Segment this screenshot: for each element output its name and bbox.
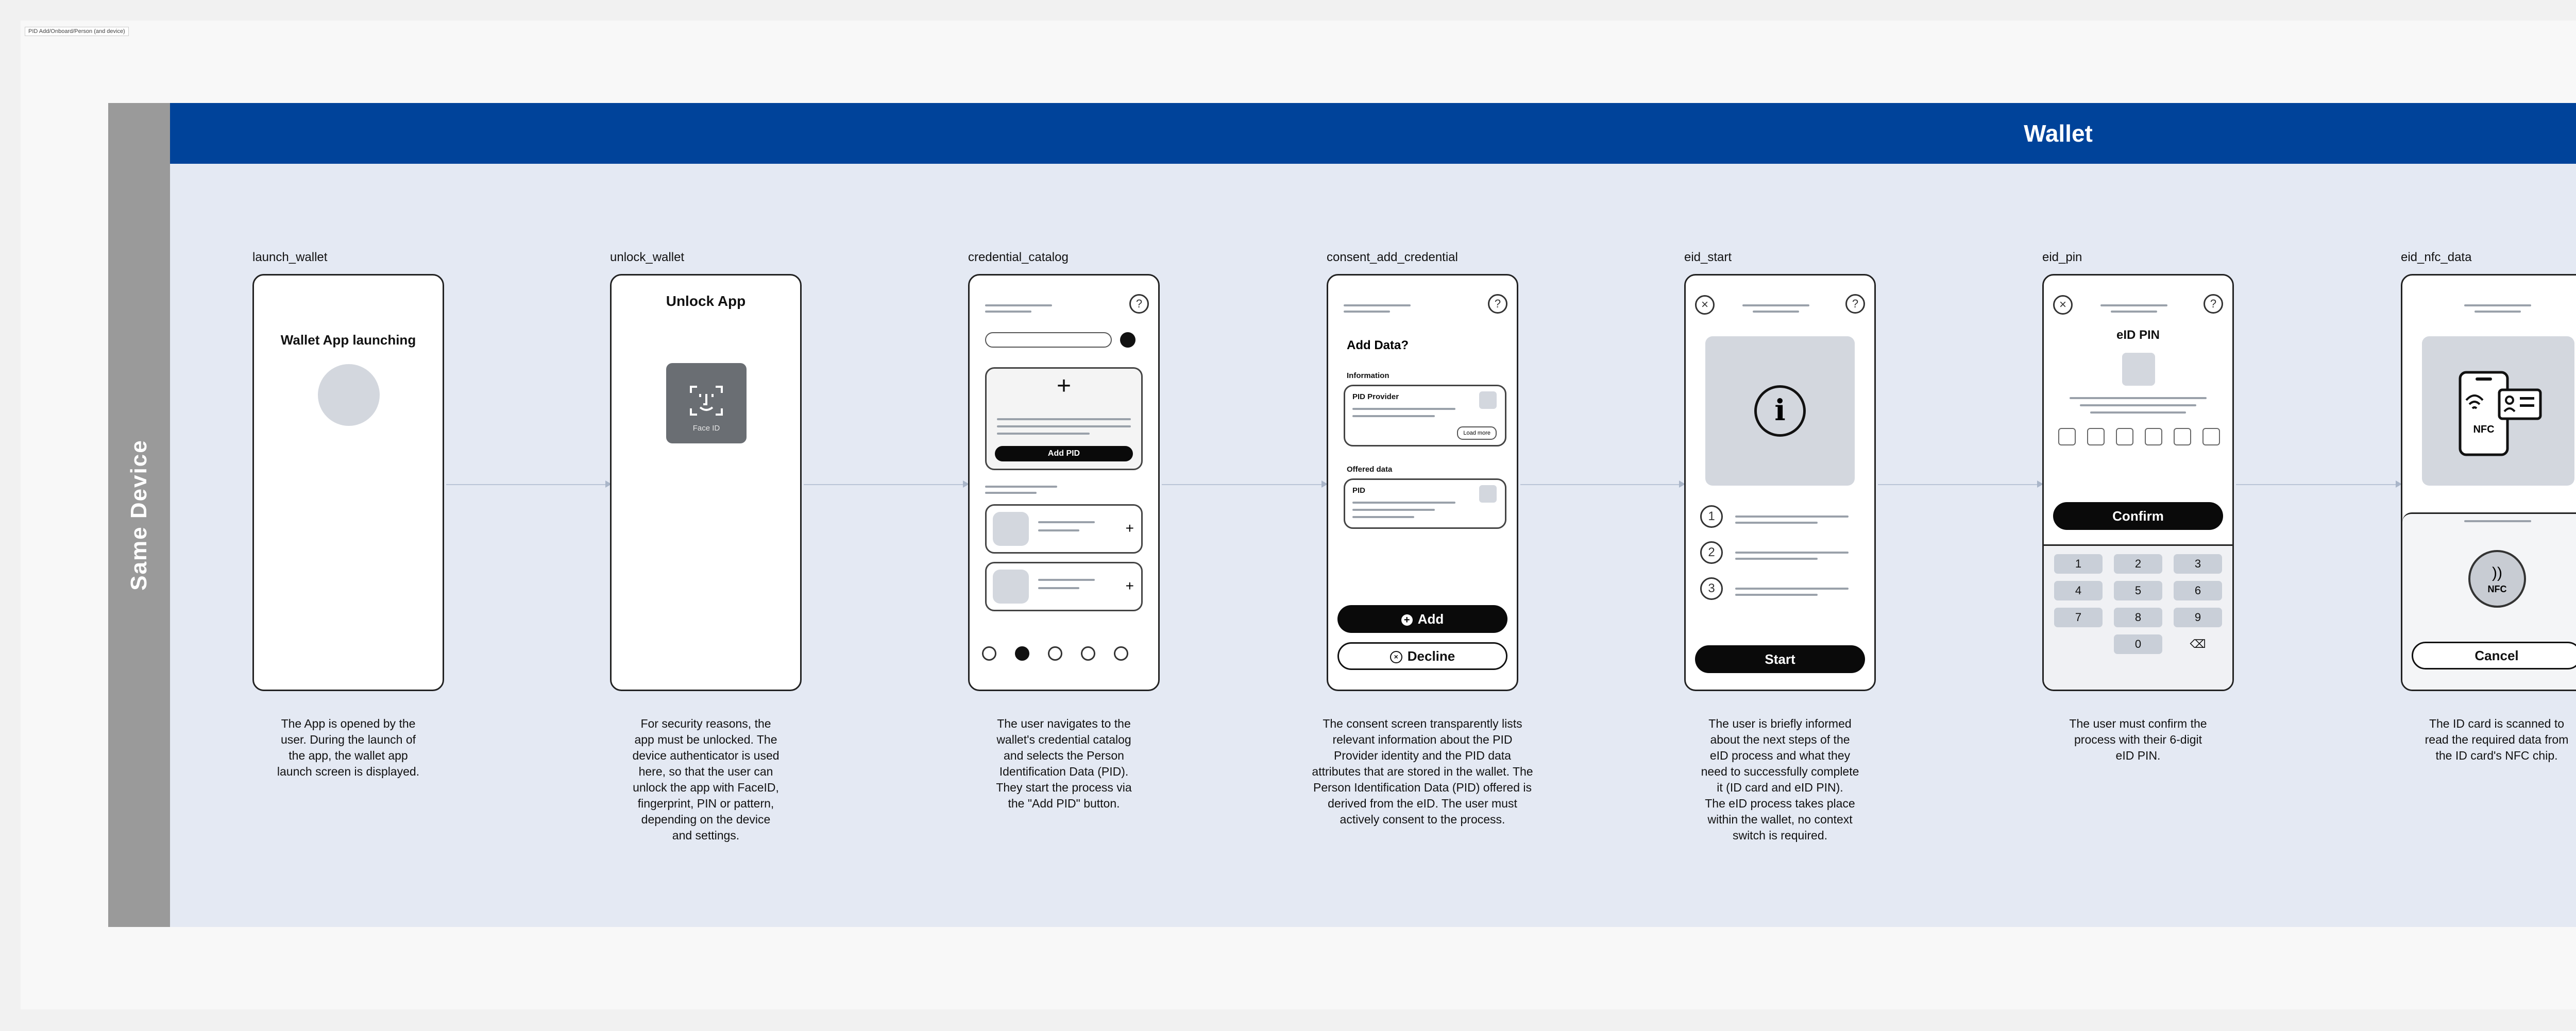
unlock-title: Unlock App bbox=[666, 293, 746, 309]
nfc-label: NFC bbox=[2473, 424, 2495, 435]
provider-label: PID Provider bbox=[1352, 392, 1399, 401]
nfc-waves-icon: )) bbox=[2492, 564, 2502, 581]
catalog-item[interactable] bbox=[985, 504, 1143, 554]
add-pid-button[interactable]: Add PID bbox=[995, 446, 1133, 461]
nfc-sheet bbox=[2402, 512, 2576, 691]
close-icon[interactable]: × bbox=[2053, 295, 2073, 315]
connector bbox=[804, 484, 966, 485]
step-label-launch-wallet: launch_wallet bbox=[252, 250, 328, 264]
info-icon: i bbox=[1754, 385, 1806, 437]
connector bbox=[1878, 484, 2040, 485]
provider-card bbox=[1344, 385, 1506, 446]
help-icon[interactable]: ? bbox=[1488, 294, 1507, 314]
plus-icon: + bbox=[1125, 578, 1134, 594]
phone-eid-start bbox=[1684, 274, 1876, 691]
key[interactable]: 3 bbox=[2174, 554, 2222, 574]
eid-pin-title: eID PIN bbox=[2116, 328, 2160, 342]
lane-side-label: Same Device bbox=[126, 439, 151, 591]
section-information: Information bbox=[1347, 371, 1389, 380]
document-label: PID Add/Onboard/Person (and device) bbox=[25, 27, 129, 36]
step-label-eid-pin: eid_pin bbox=[2042, 250, 2082, 264]
plus-icon: + bbox=[1125, 520, 1134, 536]
desc-consent: The consent screen transparently lists relevant information about the PID Provider identity and the PID data attributes that are stored in the wallet. The Person Identification Data (PID) offered is derived from the eID. The user must actively consent to the process. bbox=[1312, 717, 1533, 826]
step-label-consent: consent_add_credential bbox=[1327, 250, 1458, 264]
key[interactable]: 9 bbox=[2174, 608, 2222, 627]
confirm-button[interactable]: Confirm bbox=[2053, 502, 2223, 530]
pin-input[interactable] bbox=[2058, 428, 2221, 445]
add-button[interactable]: + Add bbox=[1337, 605, 1507, 633]
connector bbox=[1162, 484, 1325, 485]
phone-credential-catalog bbox=[968, 274, 1160, 691]
key[interactable]: 0 bbox=[2114, 634, 2162, 654]
nav-dot[interactable] bbox=[1114, 646, 1128, 661]
desc-credential-catalog: The user navigates to the wallet's credential catalog and selects the Person Identification Data (PID). They start the process via the "Add PID" button. bbox=[996, 717, 1132, 810]
step-label-unlock-wallet: unlock_wallet bbox=[610, 250, 685, 264]
desc-eid-pin: The user must confirm the process with their 6-digit eID PIN. bbox=[2069, 717, 2207, 762]
key[interactable]: 8 bbox=[2114, 608, 2162, 627]
step-number-2: 2 bbox=[1700, 541, 1723, 564]
launch-title: Wallet App launching bbox=[280, 332, 416, 348]
step-number-1: 1 bbox=[1700, 505, 1723, 528]
search-input[interactable] bbox=[985, 332, 1112, 348]
desc-eid-nfc: The ID card is scanned to read the required data from the ID card's NFC chip. bbox=[2425, 717, 2569, 762]
key[interactable]: 1 bbox=[2054, 554, 2103, 574]
catalog-item[interactable] bbox=[985, 562, 1143, 611]
phone-eid-pin bbox=[2042, 274, 2234, 691]
plus-circle-icon: + bbox=[1401, 614, 1413, 626]
key[interactable]: 2 bbox=[2114, 554, 2162, 574]
provider-logo bbox=[1479, 391, 1497, 409]
help-icon[interactable]: ? bbox=[1845, 294, 1865, 314]
nav-dot-active[interactable] bbox=[1015, 646, 1029, 661]
nav-dot[interactable] bbox=[1048, 646, 1062, 661]
lane-title: Wallet bbox=[2024, 120, 2093, 147]
step-label-credential-catalog: credential_catalog bbox=[968, 250, 1069, 264]
consent-title: Add Data? bbox=[1347, 338, 1409, 352]
phone-consent bbox=[1327, 274, 1518, 691]
pid-catalog-card[interactable] bbox=[985, 367, 1143, 470]
cancel-button[interactable]: Cancel bbox=[2412, 642, 2576, 669]
load-more-chip[interactable]: Load more bbox=[1457, 426, 1497, 440]
key[interactable]: 4 bbox=[2054, 581, 2103, 600]
connector bbox=[446, 484, 608, 485]
offered-label: PID bbox=[1352, 486, 1366, 495]
start-button[interactable]: Start bbox=[1695, 645, 1865, 673]
offered-pid-card bbox=[1344, 478, 1506, 529]
backspace-icon[interactable]: ⌫ bbox=[2190, 638, 2206, 650]
nav-dot[interactable] bbox=[982, 646, 996, 661]
eid-illustration bbox=[1705, 336, 1855, 486]
close-icon[interactable]: × bbox=[1695, 295, 1715, 315]
face-id-tile[interactable] bbox=[666, 363, 747, 443]
nfc-scan-button[interactable] bbox=[2468, 550, 2526, 608]
key[interactable]: 7 bbox=[2054, 608, 2103, 627]
phone-eid-nfc bbox=[2401, 274, 2576, 691]
desc-unlock-wallet: For security reasons, the app must be unlocked. The device authenticator is used here, so that the user can unlock the app with FaceID, fingerprint, PIN or pattern, depending on the device and settings. bbox=[632, 717, 779, 842]
desc-launch-wallet: The App is opened by the user. During the launch of the app, the wallet app launch screen is displayed. bbox=[277, 717, 420, 778]
phone-launch-wallet bbox=[252, 274, 444, 691]
app-logo-icon bbox=[318, 364, 380, 426]
help-icon[interactable]: ? bbox=[1129, 294, 1149, 314]
help-icon[interactable]: ? bbox=[2204, 294, 2223, 314]
connector bbox=[1520, 484, 1682, 485]
nfc-button-label: NFC bbox=[2487, 584, 2507, 594]
section-offered: Offered data bbox=[1347, 465, 1393, 474]
plus-icon: + bbox=[1056, 372, 1072, 400]
connector bbox=[2236, 484, 2399, 485]
search-icon[interactable] bbox=[1120, 332, 1136, 348]
desc-eid-start: The user is briefly informed about the next steps of the eID process and what they need to successfully complete it (ID card and eID PIN). The eID process takes place within the wallet, no context switch is required. bbox=[1701, 717, 1859, 842]
phone-nfc-icon bbox=[2422, 336, 2574, 486]
step-label-eid-start: eid_start bbox=[1684, 250, 1732, 264]
face-id-label: Face ID bbox=[692, 424, 720, 433]
step-label-eid-nfc: eid_nfc_data bbox=[2401, 250, 2472, 264]
phone-unlock-wallet bbox=[610, 274, 802, 691]
decline-button[interactable]: × Decline bbox=[1337, 642, 1507, 670]
step-number-3: 3 bbox=[1700, 577, 1723, 600]
lock-illustration bbox=[2122, 353, 2155, 386]
key[interactable]: 5 bbox=[2114, 581, 2162, 600]
close-circle-icon: × bbox=[1390, 651, 1402, 663]
key[interactable]: 6 bbox=[2174, 581, 2222, 600]
nfc-illustration bbox=[2422, 336, 2574, 486]
numeric-keypad bbox=[2044, 544, 2232, 691]
nav-dot[interactable] bbox=[1081, 646, 1095, 661]
